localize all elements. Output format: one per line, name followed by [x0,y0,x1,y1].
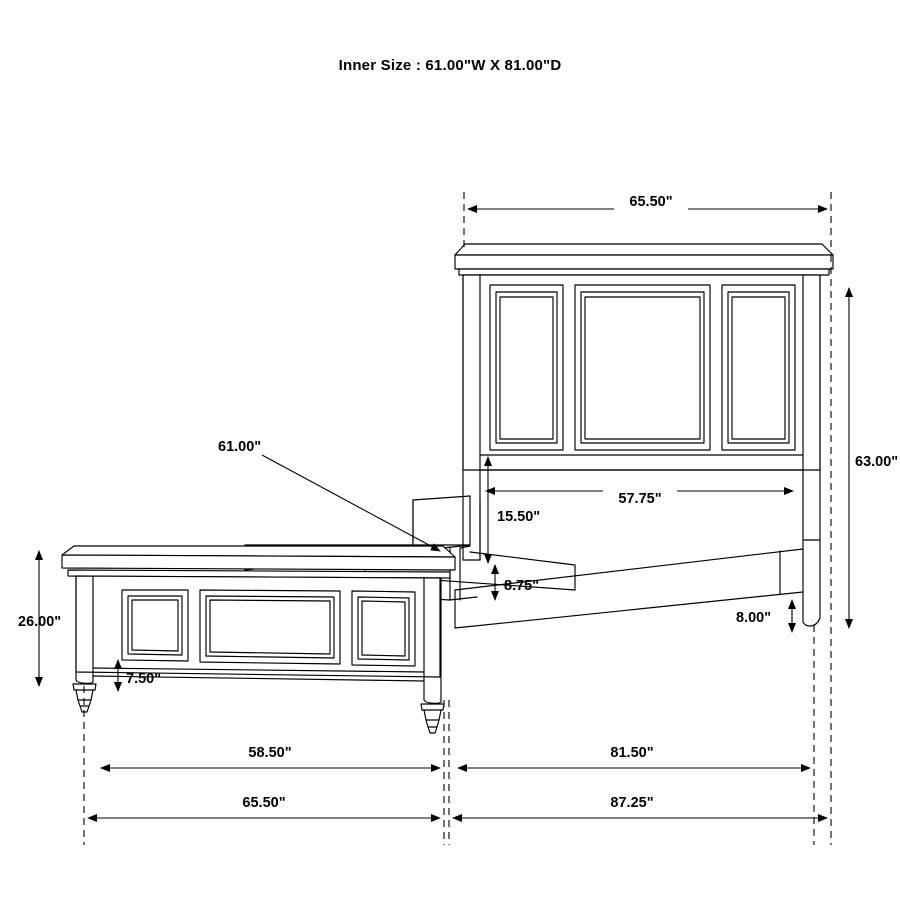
dim-headboard-panel-width: 57.75" [618,491,662,507]
dim-headboard-height: 63.00" [855,454,899,470]
dim-inner-width-callout: 61.00" [218,439,262,455]
dim-footboard-width: 58.50" [248,745,292,761]
dim-rail-to-panel: 15.50" [497,509,541,525]
dim-bed-length-rail: 81.50" [610,745,654,761]
dim-footboard-overall: 65.50" [242,795,286,811]
dim-overall-length: 87.25" [610,795,654,811]
dim-side-rail-clearance: 8.00" [736,610,772,626]
bed-illustration [62,244,833,733]
dim-rail-height: 8.75" [504,578,540,594]
dim-headboard-width: 65.50" [629,194,673,210]
page-title: Inner Size : 61.00"W X 81.00"D [338,57,562,74]
dim-footboard-height: 26.00" [18,614,62,630]
dim-foot-post-base: 7.50" [126,671,162,687]
